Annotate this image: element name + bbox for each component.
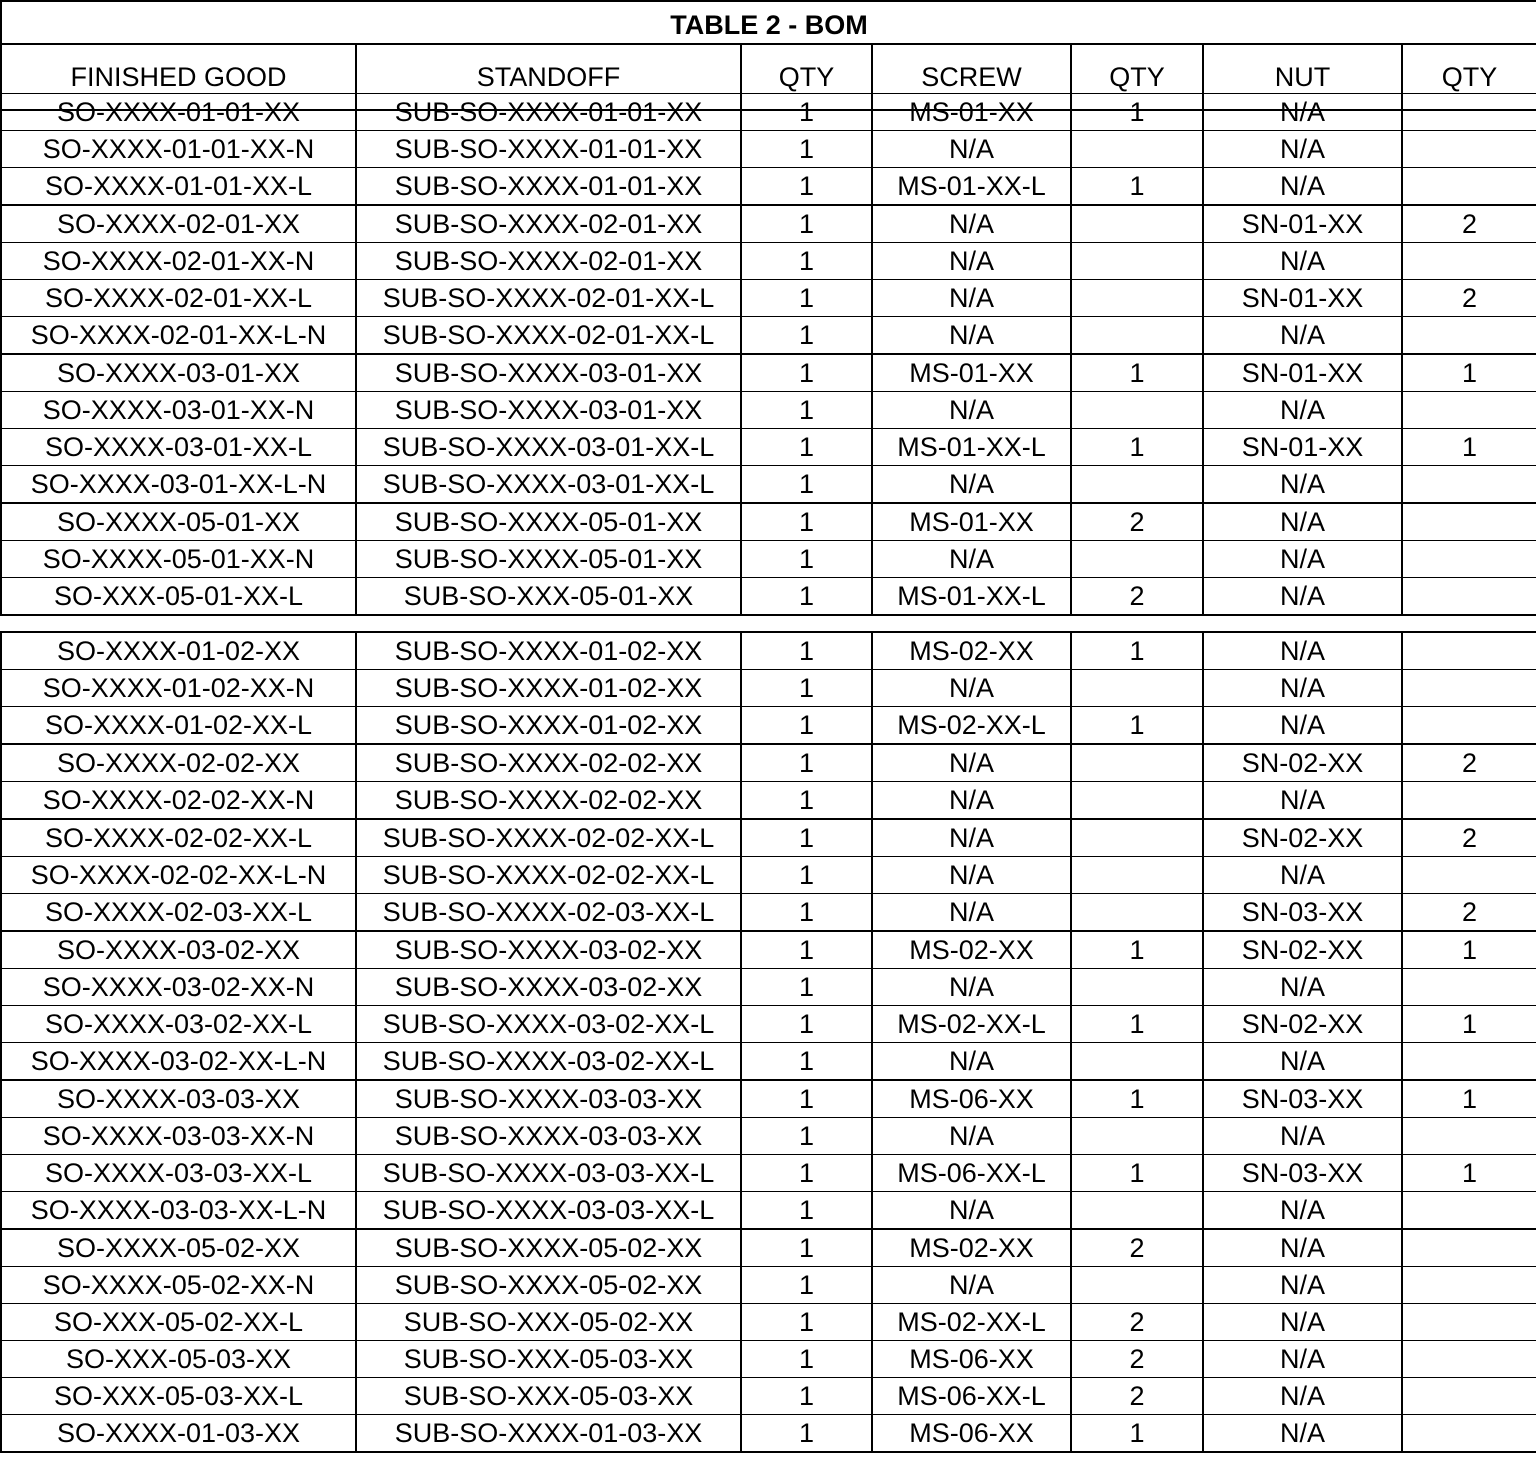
finished-good-cell: SO-XXX-05-02-XX-L (1, 1304, 356, 1341)
finished-good-cell: SO-XXXX-01-01-XX-N (1, 131, 356, 168)
nut-cell: SN-01-XX (1203, 354, 1402, 392)
standoff-qty-cell: 1 (741, 931, 872, 969)
finished-good-cell: SO-XXXX-01-01-XX-L (1, 168, 356, 206)
standoff-cell: SUB-SO-XXXX-01-02-XX (356, 707, 741, 745)
screw-qty-cell (1071, 857, 1203, 894)
screw-cell: MS-06-XX (872, 1341, 1071, 1378)
table-row (1, 931, 1536, 969)
screw-cell: MS-02-XX-L (872, 707, 1071, 745)
nut-cell: N/A (1203, 857, 1402, 894)
standoff-qty-cell: 1 (741, 94, 872, 131)
screw-cell: N/A (872, 541, 1071, 578)
table-row (1, 1080, 1536, 1118)
standoff-cell: SUB-SO-XXXX-03-03-XX (356, 1080, 741, 1118)
finished-good-cell: SO-XXXX-01-02-XX-N (1, 670, 356, 707)
finished-good-cell: SO-XXXX-03-02-XX-N (1, 969, 356, 1006)
screw-cell: MS-02-XX (872, 1229, 1071, 1267)
standoff-cell: SUB-SO-XXXX-03-03-XX-L (356, 1192, 741, 1230)
standoff-cell: SUB-SO-XXXX-03-02-XX-L (356, 1043, 741, 1081)
screw-cell: N/A (872, 1043, 1071, 1081)
table-row (1, 243, 1536, 280)
nut-qty-cell (1402, 1304, 1536, 1341)
screw-qty-cell: 2 (1071, 1304, 1203, 1341)
nut-qty-cell (1402, 1267, 1536, 1304)
screw-cell: MS-06-XX-L (872, 1378, 1071, 1415)
table-section-1 (0, 93, 1536, 616)
nut-cell: N/A (1203, 1378, 1402, 1415)
standoff-cell: SUB-SO-XXXX-05-01-XX (356, 541, 741, 578)
standoff-qty-cell: 1 (741, 541, 872, 578)
screw-cell: N/A (872, 392, 1071, 429)
nut-qty-cell: 1 (1402, 1155, 1536, 1192)
table-row (1, 94, 1536, 131)
table-row (1, 205, 1536, 243)
finished-good-cell: SO-XXXX-02-02-XX (1, 744, 356, 782)
nut-cell: SN-01-XX (1203, 429, 1402, 466)
screw-cell: MS-01-XX-L (872, 168, 1071, 206)
screw-qty-cell (1071, 894, 1203, 932)
standoff-cell: SUB-SO-XXX-05-03-XX (356, 1341, 741, 1378)
finished-good-cell: SO-XXXX-02-02-XX-L (1, 819, 356, 857)
finished-good-cell: SO-XXXX-03-03-XX-L (1, 1155, 356, 1192)
screw-cell: N/A (872, 243, 1071, 280)
standoff-qty-cell: 1 (741, 894, 872, 932)
nut-cell: N/A (1203, 1415, 1402, 1453)
nut-cell: SN-03-XX (1203, 894, 1402, 932)
finished-good-cell: SO-XXXX-02-01-XX-L-N (1, 317, 356, 355)
screw-cell: MS-06-XX (872, 1415, 1071, 1453)
nut-qty-cell (1402, 632, 1536, 670)
standoff-cell: SUB-SO-XXXX-01-01-XX (356, 131, 741, 168)
nut-qty-cell (1402, 131, 1536, 168)
table-row (1, 894, 1536, 932)
nut-cell: N/A (1203, 1341, 1402, 1378)
standoff-cell: SUB-SO-XXX-05-03-XX (356, 1378, 741, 1415)
table-row (1, 1229, 1536, 1267)
standoff-qty-cell: 1 (741, 131, 872, 168)
nut-cell: SN-03-XX (1203, 1155, 1402, 1192)
finished-good-cell: SO-XXXX-01-02-XX-L (1, 707, 356, 745)
nut-cell: SN-02-XX (1203, 1006, 1402, 1043)
standoff-qty-cell: 1 (741, 1415, 872, 1453)
nut-qty-cell: 2 (1402, 744, 1536, 782)
nut-qty-cell (1402, 466, 1536, 504)
header-standoff: STANDOFF (356, 44, 741, 110)
finished-good-cell: SO-XXXX-02-01-XX (1, 205, 356, 243)
standoff-cell: SUB-SO-XXXX-03-01-XX (356, 392, 741, 429)
table-row (1, 466, 1536, 504)
nut-cell: N/A (1203, 1304, 1402, 1341)
finished-good-cell: SO-XXXX-03-02-XX-L (1, 1006, 356, 1043)
standoff-qty-cell: 1 (741, 1155, 872, 1192)
standoff-cell: SUB-SO-XXXX-03-03-XX (356, 1118, 741, 1155)
table-row (1, 1378, 1536, 1415)
nut-cell: SN-01-XX (1203, 280, 1402, 317)
table-row (1, 744, 1536, 782)
screw-cell: N/A (872, 969, 1071, 1006)
table-row (1, 632, 1536, 670)
nut-cell: N/A (1203, 707, 1402, 745)
finished-good-cell: SO-XXX-05-01-XX-L (1, 578, 356, 616)
nut-cell: N/A (1203, 1267, 1402, 1304)
standoff-cell: SUB-SO-XXXX-03-01-XX-L (356, 429, 741, 466)
screw-qty-cell: 1 (1071, 354, 1203, 392)
nut-qty-cell: 2 (1402, 205, 1536, 243)
table-row (1, 969, 1536, 1006)
table-row (1, 131, 1536, 168)
standoff-qty-cell: 1 (741, 670, 872, 707)
standoff-cell: SUB-SO-XXXX-01-02-XX (356, 670, 741, 707)
table-row (1, 707, 1536, 745)
table-row (1, 782, 1536, 820)
screw-cell: MS-06-XX (872, 1080, 1071, 1118)
standoff-qty-cell: 1 (741, 1341, 872, 1378)
finished-good-cell: SO-XXXX-03-02-XX (1, 931, 356, 969)
standoff-qty-cell: 1 (741, 1378, 872, 1415)
finished-good-cell: SO-XXXX-03-03-XX-N (1, 1118, 356, 1155)
nut-qty-cell (1402, 1229, 1536, 1267)
standoff-qty-cell: 1 (741, 1118, 872, 1155)
screw-qty-cell (1071, 466, 1203, 504)
screw-qty-cell (1071, 969, 1203, 1006)
standoff-cell: SUB-SO-XXXX-03-02-XX (356, 969, 741, 1006)
nut-qty-cell (1402, 392, 1536, 429)
finished-good-cell: SO-XXX-05-03-XX (1, 1341, 356, 1378)
table-row (1, 819, 1536, 857)
table-row (1, 503, 1536, 541)
nut-cell: N/A (1203, 243, 1402, 280)
screw-cell: MS-01-XX-L (872, 429, 1071, 466)
nut-qty-cell (1402, 541, 1536, 578)
screw-cell: MS-06-XX-L (872, 1155, 1071, 1192)
standoff-qty-cell: 1 (741, 317, 872, 355)
standoff-cell: SUB-SO-XXXX-02-02-XX-L (356, 857, 741, 894)
screw-qty-cell (1071, 205, 1203, 243)
nut-cell: N/A (1203, 168, 1402, 206)
standoff-qty-cell: 1 (741, 857, 872, 894)
standoff-qty-cell: 1 (741, 632, 872, 670)
screw-qty-cell (1071, 1118, 1203, 1155)
standoff-cell: SUB-SO-XXXX-01-01-XX (356, 94, 741, 131)
standoff-qty-cell: 1 (741, 1267, 872, 1304)
finished-good-cell: SO-XXXX-03-01-XX-L-N (1, 466, 356, 504)
table-row (1, 1341, 1536, 1378)
screw-cell: MS-01-XX (872, 94, 1071, 131)
screw-cell: MS-01-XX (872, 354, 1071, 392)
screw-qty-cell: 1 (1071, 168, 1203, 206)
screw-qty-cell: 1 (1071, 94, 1203, 131)
nut-cell: N/A (1203, 1192, 1402, 1230)
finished-good-cell: SO-XXXX-05-02-XX (1, 1229, 356, 1267)
nut-qty-cell (1402, 782, 1536, 820)
screw-qty-cell (1071, 243, 1203, 280)
standoff-qty-cell: 1 (741, 744, 872, 782)
nut-qty-cell (1402, 168, 1536, 206)
screw-qty-cell (1071, 782, 1203, 820)
finished-good-cell: SO-XXXX-02-03-XX-L (1, 894, 356, 932)
standoff-qty-cell: 1 (741, 466, 872, 504)
screw-qty-cell (1071, 392, 1203, 429)
nut-qty-cell: 2 (1402, 894, 1536, 932)
screw-qty-cell (1071, 670, 1203, 707)
screw-cell: N/A (872, 782, 1071, 820)
table-row (1, 578, 1536, 616)
screw-cell: N/A (872, 744, 1071, 782)
screw-qty-cell: 1 (1071, 1080, 1203, 1118)
screw-qty-cell (1071, 744, 1203, 782)
finished-good-cell: SO-XXXX-01-01-XX (1, 94, 356, 131)
nut-cell: SN-02-XX (1203, 931, 1402, 969)
standoff-qty-cell: 1 (741, 1304, 872, 1341)
standoff-qty-cell: 1 (741, 1229, 872, 1267)
header-nut-qty: QTY (1402, 44, 1536, 110)
standoff-qty-cell: 1 (741, 354, 872, 392)
screw-qty-cell: 2 (1071, 503, 1203, 541)
finished-good-cell: SO-XXXX-03-02-XX-L-N (1, 1043, 356, 1081)
standoff-cell: SUB-SO-XXXX-03-02-XX (356, 931, 741, 969)
table-row (1, 1304, 1536, 1341)
nut-qty-cell: 2 (1402, 280, 1536, 317)
nut-cell: N/A (1203, 503, 1402, 541)
standoff-qty-cell: 1 (741, 503, 872, 541)
screw-qty-cell: 1 (1071, 931, 1203, 969)
nut-qty-cell (1402, 1378, 1536, 1415)
finished-good-cell: SO-XXXX-02-01-XX-N (1, 243, 356, 280)
header-nut: NUT (1203, 44, 1402, 110)
screw-cell: N/A (872, 857, 1071, 894)
standoff-qty-cell: 1 (741, 819, 872, 857)
screw-cell: MS-01-XX (872, 503, 1071, 541)
standoff-qty-cell: 1 (741, 578, 872, 616)
finished-good-cell: SO-XXXX-05-01-XX (1, 503, 356, 541)
screw-qty-cell (1071, 1192, 1203, 1230)
screw-qty-cell (1071, 317, 1203, 355)
screw-qty-cell: 1 (1071, 632, 1203, 670)
screw-qty-cell: 1 (1071, 429, 1203, 466)
table-row (1, 354, 1536, 392)
standoff-cell: SUB-SO-XXX-05-02-XX (356, 1304, 741, 1341)
nut-qty-cell (1402, 1341, 1536, 1378)
standoff-qty-cell: 1 (741, 429, 872, 466)
table-row (1, 857, 1536, 894)
nut-qty-cell (1402, 857, 1536, 894)
nut-cell: N/A (1203, 131, 1402, 168)
header-finished-good: FINISHED GOOD (1, 44, 356, 110)
nut-cell: SN-03-XX (1203, 1080, 1402, 1118)
nut-cell: N/A (1203, 541, 1402, 578)
screw-cell: MS-02-XX (872, 931, 1071, 969)
nut-qty-cell: 1 (1402, 931, 1536, 969)
finished-good-cell: SO-XXXX-02-01-XX-L (1, 280, 356, 317)
nut-cell: N/A (1203, 670, 1402, 707)
standoff-cell: SUB-SO-XXXX-05-02-XX (356, 1267, 741, 1304)
nut-qty-cell: 1 (1402, 1006, 1536, 1043)
finished-good-cell: SO-XXXX-02-02-XX-L-N (1, 857, 356, 894)
nut-qty-cell (1402, 1118, 1536, 1155)
standoff-cell: SUB-SO-XXXX-01-03-XX (356, 1415, 741, 1453)
table-row (1, 280, 1536, 317)
table-row (1, 1006, 1536, 1043)
screw-cell: N/A (872, 280, 1071, 317)
table-row (1, 429, 1536, 466)
nut-cell: N/A (1203, 466, 1402, 504)
screw-qty-cell (1071, 819, 1203, 857)
table-row (1, 1043, 1536, 1081)
table-row (1, 317, 1536, 355)
standoff-cell: SUB-SO-XXXX-02-01-XX (356, 243, 741, 280)
standoff-qty-cell: 1 (741, 1006, 872, 1043)
nut-qty-cell (1402, 578, 1536, 616)
screw-qty-cell: 2 (1071, 1229, 1203, 1267)
screw-qty-cell: 1 (1071, 1155, 1203, 1192)
standoff-qty-cell: 1 (741, 280, 872, 317)
screw-cell: N/A (872, 317, 1071, 355)
standoff-qty-cell: 1 (741, 1043, 872, 1081)
nut-qty-cell (1402, 1192, 1536, 1230)
standoff-cell: SUB-SO-XXXX-03-03-XX-L (356, 1155, 741, 1192)
table-row (1, 1118, 1536, 1155)
table-row (1, 670, 1536, 707)
standoff-cell: SUB-SO-XXXX-02-02-XX (356, 744, 741, 782)
nut-cell: SN-02-XX (1203, 744, 1402, 782)
nut-qty-cell (1402, 243, 1536, 280)
finished-good-cell: SO-XXXX-05-02-XX-N (1, 1267, 356, 1304)
finished-good-cell: SO-XXXX-03-03-XX (1, 1080, 356, 1118)
screw-cell: MS-02-XX-L (872, 1006, 1071, 1043)
finished-good-cell: SO-XXXX-03-01-XX-N (1, 392, 356, 429)
nut-cell: N/A (1203, 632, 1402, 670)
standoff-qty-cell: 1 (741, 969, 872, 1006)
standoff-qty-cell: 1 (741, 1192, 872, 1230)
standoff-cell: SUB-SO-XXXX-01-02-XX (356, 632, 741, 670)
nut-qty-cell (1402, 1415, 1536, 1453)
table-row (1, 1192, 1536, 1230)
screw-cell: N/A (872, 670, 1071, 707)
nut-qty-cell: 1 (1402, 1080, 1536, 1118)
header-screw: SCREW (872, 44, 1071, 110)
nut-cell: N/A (1203, 1043, 1402, 1081)
finished-good-cell: SO-XXXX-01-02-XX (1, 632, 356, 670)
finished-good-cell: SO-XXXX-02-02-XX-N (1, 782, 356, 820)
screw-qty-cell (1071, 280, 1203, 317)
screw-qty-cell (1071, 1267, 1203, 1304)
table-row (1, 1155, 1536, 1192)
nut-cell: N/A (1203, 317, 1402, 355)
finished-good-cell: SO-XXXX-05-01-XX-N (1, 541, 356, 578)
nut-qty-cell (1402, 1043, 1536, 1081)
standoff-cell: SUB-SO-XXXX-02-01-XX-L (356, 280, 741, 317)
nut-qty-cell: 1 (1402, 354, 1536, 392)
standoff-qty-cell: 1 (741, 1080, 872, 1118)
table-row (1, 392, 1536, 429)
nut-qty-cell (1402, 969, 1536, 1006)
standoff-cell: SUB-SO-XXXX-03-02-XX-L (356, 1006, 741, 1043)
nut-cell: SN-02-XX (1203, 819, 1402, 857)
standoff-qty-cell: 1 (741, 168, 872, 206)
screw-cell: N/A (872, 1118, 1071, 1155)
nut-qty-cell: 1 (1402, 429, 1536, 466)
finished-good-cell: SO-XXX-05-03-XX-L (1, 1378, 356, 1415)
standoff-cell: SUB-SO-XXXX-05-02-XX (356, 1229, 741, 1267)
standoff-qty-cell: 1 (741, 392, 872, 429)
screw-cell: N/A (872, 1192, 1071, 1230)
screw-cell: MS-02-XX-L (872, 1304, 1071, 1341)
standoff-cell: SUB-SO-XXXX-03-01-XX-L (356, 466, 741, 504)
standoff-cell: SUB-SO-XXXX-05-01-XX (356, 503, 741, 541)
finished-good-cell: SO-XXXX-03-03-XX-L-N (1, 1192, 356, 1230)
screw-qty-cell (1071, 541, 1203, 578)
finished-good-cell: SO-XXXX-03-01-XX (1, 354, 356, 392)
table-row (1, 1415, 1536, 1453)
table-row (1, 1267, 1536, 1304)
nut-qty-cell (1402, 317, 1536, 355)
standoff-cell: SUB-SO-XXXX-02-03-XX-L (356, 894, 741, 932)
standoff-cell: SUB-SO-XXXX-02-02-XX-L (356, 819, 741, 857)
nut-cell: N/A (1203, 969, 1402, 1006)
screw-cell: N/A (872, 466, 1071, 504)
screw-qty-cell (1071, 1043, 1203, 1081)
nut-qty-cell (1402, 503, 1536, 541)
finished-good-cell: SO-XXXX-01-03-XX (1, 1415, 356, 1453)
standoff-cell: SUB-SO-XXXX-01-01-XX (356, 168, 741, 206)
nut-cell: N/A (1203, 94, 1402, 131)
table-title: TABLE 2 - BOM (0, 0, 1536, 44)
standoff-cell: SUB-SO-XXXX-02-01-XX-L (356, 317, 741, 355)
table-row (1, 541, 1536, 578)
standoff-cell: SUB-SO-XXXX-03-01-XX (356, 354, 741, 392)
table-row (1, 168, 1536, 206)
screw-qty-cell: 1 (1071, 707, 1203, 745)
nut-qty-cell: 2 (1402, 819, 1536, 857)
screw-cell: N/A (872, 205, 1071, 243)
screw-qty-cell: 2 (1071, 1341, 1203, 1378)
screw-qty-cell (1071, 131, 1203, 168)
nut-qty-cell (1402, 94, 1536, 131)
screw-qty-cell: 2 (1071, 1378, 1203, 1415)
screw-cell: MS-02-XX (872, 632, 1071, 670)
nut-cell: N/A (1203, 578, 1402, 616)
nut-qty-cell (1402, 707, 1536, 745)
screw-cell: N/A (872, 131, 1071, 168)
standoff-qty-cell: 1 (741, 243, 872, 280)
screw-cell: N/A (872, 1267, 1071, 1304)
nut-cell: N/A (1203, 782, 1402, 820)
screw-qty-cell: 1 (1071, 1415, 1203, 1453)
header-screw-qty: QTY (1071, 44, 1203, 110)
standoff-qty-cell: 1 (741, 782, 872, 820)
nut-cell: N/A (1203, 1118, 1402, 1155)
screw-qty-cell: 1 (1071, 1006, 1203, 1043)
nut-cell: N/A (1203, 392, 1402, 429)
standoff-cell: SUB-SO-XXXX-02-02-XX (356, 782, 741, 820)
standoff-qty-cell: 1 (741, 707, 872, 745)
screw-cell: N/A (872, 819, 1071, 857)
standoff-cell: SUB-SO-XXX-05-01-XX (356, 578, 741, 616)
standoff-qty-cell: 1 (741, 205, 872, 243)
standoff-cell: SUB-SO-XXXX-02-01-XX (356, 205, 741, 243)
nut-cell: SN-01-XX (1203, 205, 1402, 243)
screw-cell: N/A (872, 894, 1071, 932)
nut-qty-cell (1402, 670, 1536, 707)
screw-qty-cell: 2 (1071, 578, 1203, 616)
header-standoff-qty: QTY (741, 44, 872, 110)
nut-cell: N/A (1203, 1229, 1402, 1267)
finished-good-cell: SO-XXXX-03-01-XX-L (1, 429, 356, 466)
screw-cell: MS-01-XX-L (872, 578, 1071, 616)
table-section-2 (0, 631, 1536, 1453)
